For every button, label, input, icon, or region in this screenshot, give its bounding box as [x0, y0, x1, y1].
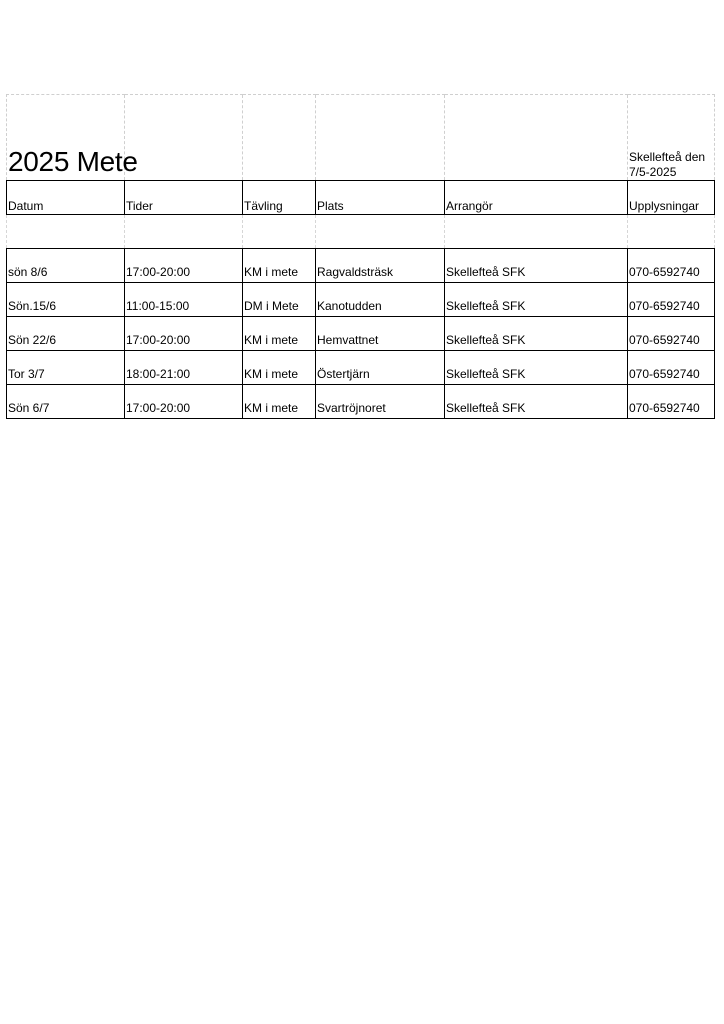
header-datum: Datum	[7, 181, 125, 215]
header-tider: Tider	[125, 181, 243, 215]
cell-upplysningar: 070-6592740	[628, 385, 715, 419]
cell-tavling: KM i mete	[243, 385, 316, 419]
cell-tavling: KM i mete	[243, 351, 316, 385]
cell-plats: Kanotudden	[316, 283, 445, 317]
cell-datum: Sön 22/6	[7, 317, 125, 351]
title-row	[7, 95, 715, 181]
page-title: 2025 Mete	[7, 95, 125, 181]
table-row	[7, 249, 715, 283]
cell-arrangor: Skellefteå SFK	[445, 283, 628, 317]
spacer-row	[7, 215, 715, 249]
header-plats: Plats	[316, 181, 445, 215]
cell-upplysningar: 070-6592740	[628, 317, 715, 351]
cell-tavling: KM i mete	[243, 317, 316, 351]
cell-upplysningar: 070-6592740	[628, 249, 715, 283]
cell-datum: sön 8/6	[7, 249, 125, 283]
cell-plats: Svartröjnoret	[316, 385, 445, 419]
cell-datum: Sön 6/7	[7, 385, 125, 419]
cell-plats: Östertjärn	[316, 351, 445, 385]
cell-upplysningar: 070-6592740	[628, 351, 715, 385]
cell-tider: 18:00-21:00	[125, 351, 243, 385]
cell-tavling: KM i mete	[243, 249, 316, 283]
cell-plats: Ragvaldsträsk	[316, 249, 445, 283]
cell-tider: 11:00-15:00	[125, 283, 243, 317]
table-row	[7, 351, 715, 385]
cell-datum: Tor 3/7	[7, 351, 125, 385]
cell-arrangor: Skellefteå SFK	[445, 249, 628, 283]
competition-table	[6, 94, 715, 419]
cell-upplysningar: 070-6592740	[628, 283, 715, 317]
table-row	[7, 317, 715, 351]
cell-datum: Sön.15/6	[7, 283, 125, 317]
cell-plats: Hemvattnet	[316, 317, 445, 351]
header-tavling: Tävling	[243, 181, 316, 215]
cell-tavling: DM i Mete	[243, 283, 316, 317]
table-row	[7, 283, 715, 317]
cell-tider: 17:00-20:00	[125, 249, 243, 283]
header-row	[7, 181, 715, 215]
cell-tider: 17:00-20:00	[125, 385, 243, 419]
cell-arrangor: Skellefteå SFK	[445, 351, 628, 385]
table-row	[7, 385, 715, 419]
cell-tider: 17:00-20:00	[125, 317, 243, 351]
cell-arrangor: Skellefteå SFK	[445, 385, 628, 419]
header-arrangor: Arrangör	[445, 181, 628, 215]
cell-arrangor: Skellefteå SFK	[445, 317, 628, 351]
header-upplysningar: Upplysningar	[628, 181, 715, 215]
place-date: Skellefteå den 7/5-2025	[628, 95, 715, 181]
schedule-sheet	[6, 94, 714, 419]
